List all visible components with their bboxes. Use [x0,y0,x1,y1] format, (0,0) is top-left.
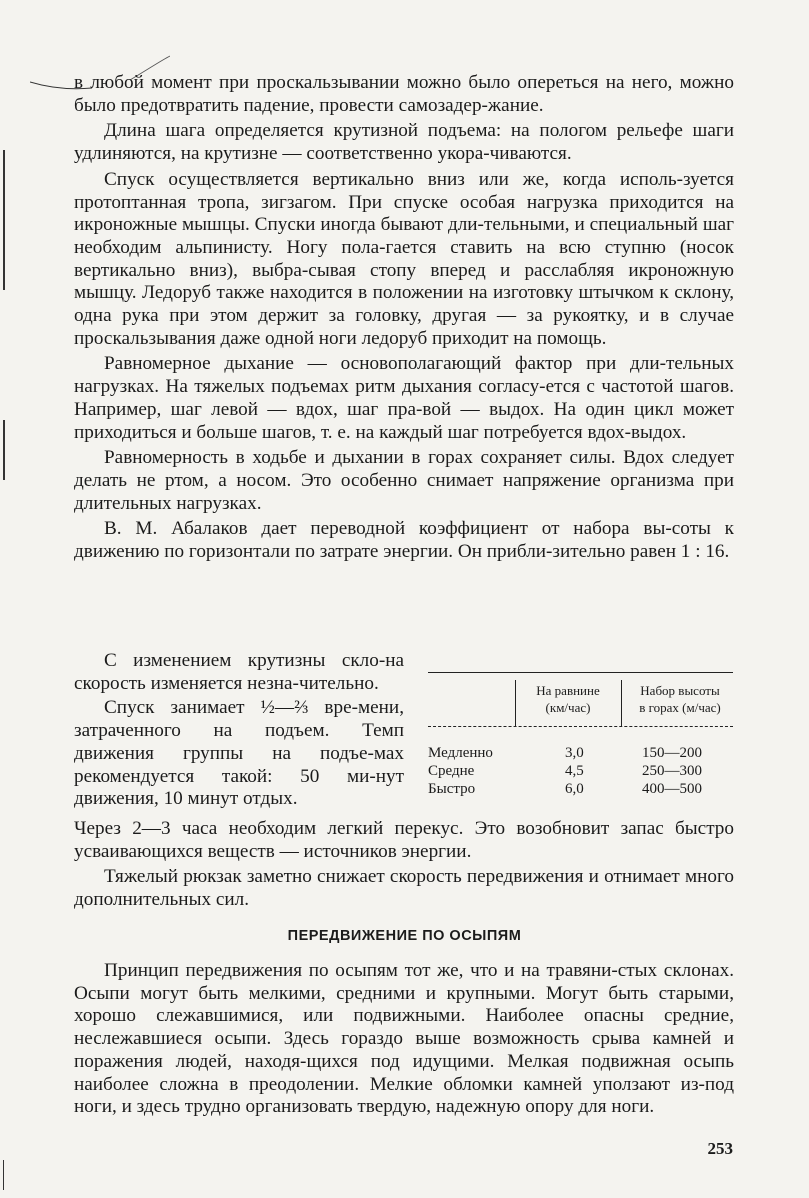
table-row [428,744,733,762]
margin-bar [3,150,5,290]
paragraph: Тяжелый рюкзак заметно снижает скорость передвижения и отнимает много дополнительных сил. [74,866,734,911]
table-column-divider [515,680,516,726]
body-text-top [74,72,734,564]
paragraph: С изменением крутизны скло-на скорость изменяется незна-чительно. [74,650,404,694]
table-row [428,780,733,798]
table-header-rule [428,726,733,727]
paragraph: Равномерность в ходьбе и дыхании в горах сохраняет силы. Вдох следует делать не ртом, а носом. Это особенно снимает напряжение организма при длительных нагрузках. [74,447,734,514]
paragraph: в любой момент при проскальзывании можно было опереться на него, можно было предотвратить падение, провести самозадер-жание. [74,72,734,116]
row-altitude-speed: 150—200 [642,745,702,761]
table-row [428,762,733,780]
body-text-after [74,818,734,912]
body-text-wrap [74,650,404,811]
paragraph: Длина шага определяется крутизной подъема: на пологом рельефе шаги удлиняются, на крутизне — соответственно укора-чиваются. [74,120,734,165]
row-plain-speed: 4,5 [565,763,584,779]
paragraph: Спуск занимает ½—⅔ вре-мени, затраченного на подъем. Темп движения группы на подъе-мах рекомендуется такой: 50 ми-нут движения, 10 минут отдых. [74,697,404,810]
row-altitude-speed: 400—500 [642,781,702,797]
table-header-plain: На равнине (км/час) [536,683,600,715]
row-label: Средне [428,763,475,779]
paragraph: Равномерное дыхание — основополагающий фактор при дли-тельных нагрузках. На тяжелых подъемах ритм дыхания согласу-ется с частотой шагов. Например, шаг левой — вдох, шаг пра-вой — выдох. На один цикл может приходиться и больше шагов, т. е. на каждый шаг потребуется вдох-выдох. [74,353,734,443]
row-label: Медленно [428,745,493,761]
row-label: Быстро [428,781,476,797]
table-column-divider [621,680,622,726]
table-header-altitude: Набор высоты в горах (м/час) [639,683,721,715]
paragraph: Через 2—3 часа необходим легкий перекус. Это возобновит запас быстро усваивающихся веществ — источников энергии. [74,818,734,862]
paragraph: Спуск осуществляется вертикально вниз или же, когда исполь-зуется протоптанная тропа, зигзагом. При спуске особая нагрузка приходится на икроножные мышцы. Спуски иногда бывают дли-тельными, и специальный шаг необходим альпинисту. Ногу пола-гается ставить на всю ступню (носок вертикально вниз), выбра-сывая стопу вперед и расслабляя икроножную мышцу. Ледоруб также находится в положении на изготовку штычком к склону, одна рука при этом держит за головку, другая — за рукоятку, и в случае проскальзывания даже одной ноги ледоруб приходит на помощь. [74,168,734,349]
margin-bar [3,420,5,480]
paragraph: Принцип передвижения по осыпям тот же, что и на травяни-стых склонах. Осыпи могут быть мелкими, средними и крупными. Могут быть старыми, хорошо слежавшимися, или подвижными. Наиболее опасны средние, неслежавшиеся осыпи. Здесь гораздо выше возможность срыва камней и поражения людей, находя-щихся под идущими. Мелкая подвижная осыпь наиболее сложна в преодолении. Мелкие обломки камней уползают из-под ноги, и здесь трудно организовать твердую, надежную опору для ноги. [74,960,734,1118]
paragraph: В. М. Абалаков дает переводной коэффициент от набора вы-соты к движению по горизонтали по затрате энергии. Он прибли-зительно равен 1 : 16. [74,518,734,563]
section-heading: ПЕРЕДВИЖЕНИЕ ПО ОСЫПЯМ [287,928,522,944]
margin-bar [3,1160,4,1190]
row-altitude-speed: 250—300 [642,763,702,779]
row-plain-speed: 3,0 [565,745,584,761]
page-number: 253 [707,1139,733,1158]
body-text-bottom [74,960,734,1119]
row-plain-speed: 6,0 [565,781,584,797]
table-top-rule [428,672,733,673]
